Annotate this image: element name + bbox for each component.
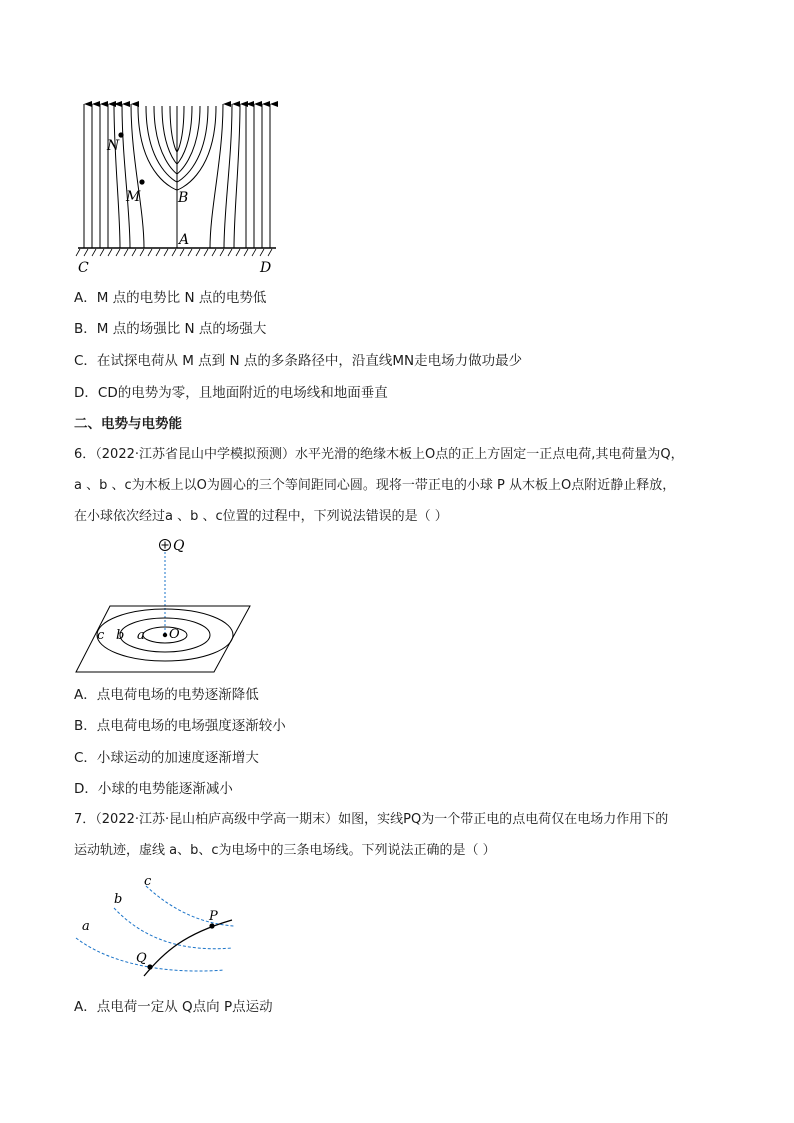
q5-option-c: C．在试探电荷从 M 点到 N 点的多条路径中，沿直线MN走电场力做功最少 [74, 353, 523, 369]
point-o-dot [163, 633, 167, 637]
label-c-circle: c [97, 628, 105, 643]
label-q: Q [173, 538, 185, 554]
q6-option-c: C．小球运动的加速度逐渐增大 [74, 750, 259, 766]
label-m: M [126, 189, 141, 205]
label-a-line: a [82, 919, 90, 934]
label-o: O [169, 627, 180, 642]
label-p: P [209, 909, 218, 924]
q6-option-d: D．小球的电势能逐渐减小 [74, 781, 233, 797]
q5-option-a: A．M 点的电势比 N 点的电势低 [74, 290, 267, 306]
section-heading: 二、电势与电势能 [74, 416, 182, 432]
label-d: D [260, 260, 272, 276]
q7-stem-line1: 7．（2022·江苏·昆山柏庐高级中学高一期末）如图，实线PQ为一个带正电的点电荷仅在电场力作用下的 [74, 812, 669, 827]
point-p-dot [209, 923, 214, 928]
label-n: N [107, 138, 120, 154]
trajectory-figure [74, 872, 244, 982]
point-q-dot [147, 964, 152, 969]
q5-option-d: D．CD的电势为零，且地面附近的电场线和地面垂直 [74, 385, 388, 401]
q6-stem-line2: a 、b 、c为木板上以O为圆心的三个等间距同心圆。现将一带正电的小球 P 从木板上O点附近静止释放， [74, 478, 676, 493]
label-c: C [78, 260, 89, 276]
q7-stem-line2: 运动轨迹，虚线 a、b、c为电场中的三条电场线。下列说法正确的是（ ） [74, 843, 496, 858]
label-b: B [178, 190, 189, 206]
label-a-circle: a [137, 628, 145, 643]
q6-stem-line3: 在小球依次经过a 、b 、c位置的过程中，下列说法错误的是（ ） [74, 509, 448, 524]
point-m-dot [139, 179, 144, 184]
concentric-circles-figure [74, 536, 284, 676]
q6-option-a: A．点电荷电场的电势逐渐降低 [74, 687, 259, 703]
point-n-dot [118, 132, 123, 137]
label-c-line: c [144, 874, 152, 889]
q6-option-b: B．点电荷电场的电场强度逐渐较小 [74, 718, 286, 734]
q7-option-a: A．点电荷一定从 Q点向 P点运动 [74, 999, 273, 1015]
label-b-circle: b [116, 628, 125, 643]
q5-option-b: B．M 点的场强比 N 点的场强大 [74, 321, 267, 337]
label-b-line: b [114, 892, 123, 907]
q6-stem-line1: 6．（2022·江苏省昆山中学模拟预测）水平光滑的绝缘木板上O点的正上方固定一正点电荷,其电荷量为Q， [74, 447, 684, 462]
label-q-point: Q [136, 951, 147, 966]
label-a: A [179, 232, 190, 248]
field-lines-figure [74, 98, 284, 278]
